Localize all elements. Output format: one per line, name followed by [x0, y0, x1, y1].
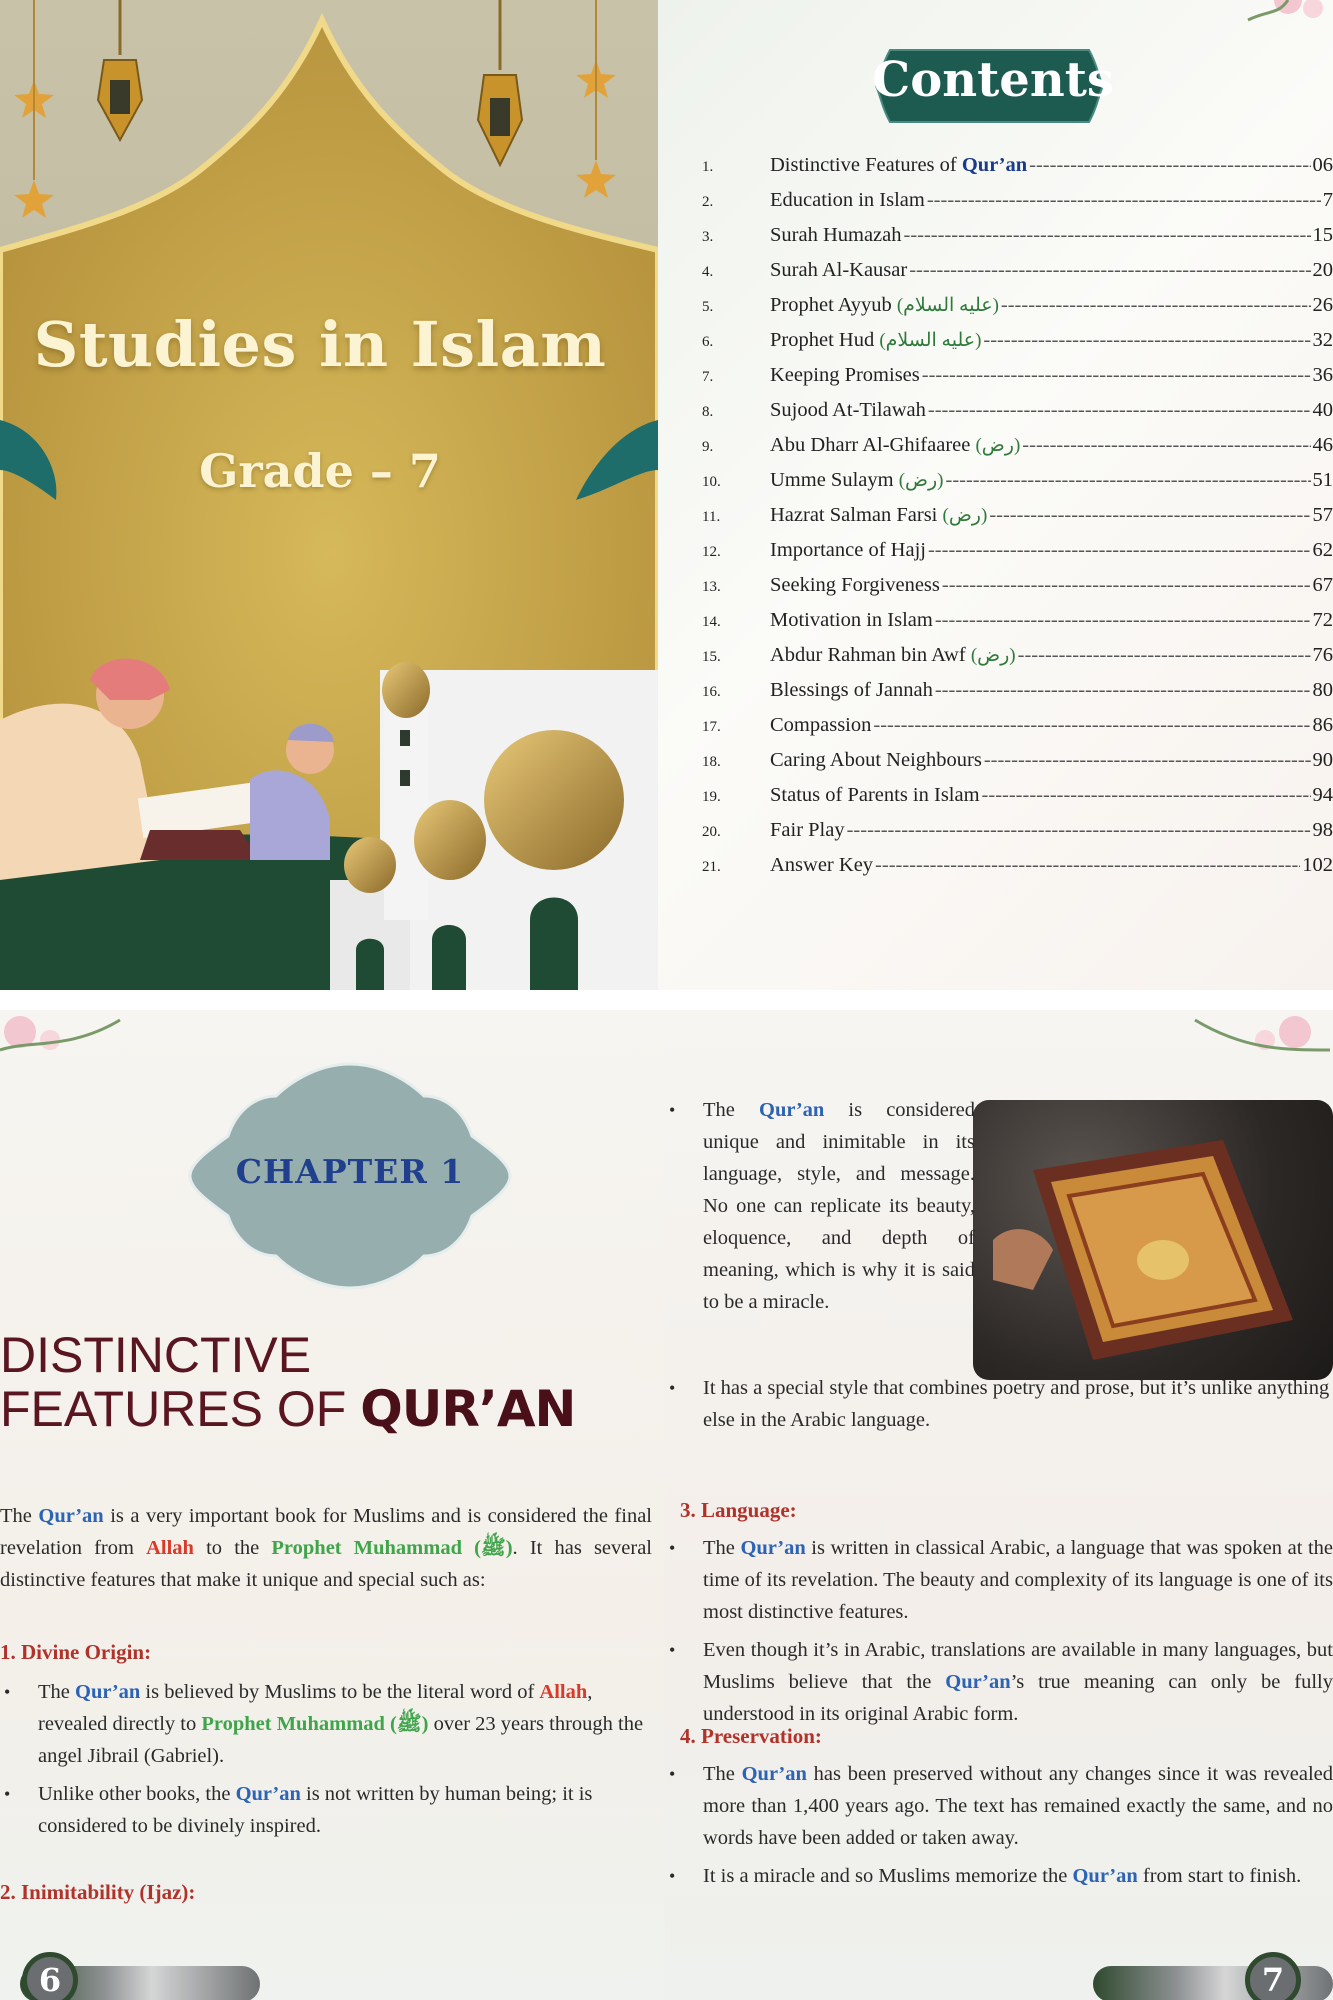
toc-page: 15: [1312, 224, 1333, 246]
toc-title: Status of Parents in Islam: [770, 784, 980, 806]
toc-entry[interactable]: [702, 784, 1333, 819]
toc-entry[interactable]: [702, 539, 1333, 574]
toc-entry[interactable]: [702, 819, 1333, 854]
toc-number: 10.: [702, 474, 721, 490]
toc-page: 80: [1312, 679, 1333, 701]
chapter-heading: [0, 1328, 575, 1436]
toc-number: 16.: [702, 684, 721, 700]
toc-title: Keeping Promises: [770, 364, 920, 386]
list-item: • The Qur’an is written in classical Arabic, a language that was spoken at the time of its revelation. The beauty and complexity of its language is one of its most distinctive features.: [665, 1532, 1333, 1628]
toc-entry[interactable]: [702, 504, 1333, 539]
toc-number: 5.: [702, 299, 714, 315]
list-item: • The Qur’an has been preserved without any changes since it was revealed more than 1,400 years ago. The text has remained exactly the same, and no words have been added or taken away.: [665, 1758, 1333, 1854]
toc-leader: [1022, 434, 1310, 457]
toc-title: Prophet Hud (عليه السلام): [770, 329, 982, 351]
list-item: • Even though it’s in Arabic, translations are available in many languages, but Muslims believe that the Qur’an’s true meaning can only be fully understood in its original Arabic form.: [665, 1634, 1333, 1730]
section-1-list: [0, 1676, 652, 1848]
toc-number: 1.: [702, 159, 714, 175]
toc-number: 6.: [702, 334, 714, 350]
toc-title: Fair Play: [770, 819, 845, 841]
heading-quran: QUR’AN: [360, 1380, 576, 1438]
toc-entry[interactable]: [702, 679, 1333, 714]
section-2-list-b: [665, 1372, 1333, 1442]
toc-number: 8.: [702, 404, 714, 420]
section-2-list-a: [665, 1094, 975, 1324]
toc-title: Education in Islam: [770, 189, 925, 211]
toc-title: Distinctive Features of Qur’an: [770, 154, 1028, 176]
flower-decoration-icon: [1185, 1010, 1333, 1070]
toc-title: Seeking Forgiveness: [770, 574, 940, 596]
toc-leader: [922, 364, 1311, 387]
toc-entry[interactable]: [702, 574, 1333, 609]
toc-page: 67: [1312, 574, 1333, 596]
toc-title: Motivation in Islam: [770, 609, 933, 631]
toc-leader: [927, 189, 1321, 212]
toc-page: 98: [1312, 819, 1333, 841]
toc-page: 32: [1312, 329, 1333, 351]
toc-page: 26: [1312, 294, 1333, 316]
toc-leader: [935, 679, 1311, 702]
toc-title: Umme Sulaym (رض): [770, 469, 944, 491]
toc-number: 15.: [702, 649, 721, 665]
toc-leader: [928, 399, 1311, 422]
chapter-page: [0, 1010, 665, 2000]
toc-leader: [982, 784, 1311, 807]
toc-title: Abdur Rahman bin Awf (رض): [770, 644, 1016, 666]
toc-entry[interactable]: [702, 434, 1333, 469]
toc-number: 12.: [702, 544, 721, 560]
contents-title: Contents: [872, 52, 1114, 108]
toc-page: 94: [1312, 784, 1333, 806]
contents-page: [658, 0, 1333, 990]
toc-entry[interactable]: [702, 224, 1333, 259]
toc-number: 19.: [702, 789, 721, 805]
toc-entry[interactable]: [702, 259, 1333, 294]
section-4-heading: 4. Preservation:: [680, 1724, 822, 1748]
heading-line-2: FEATURES OF: [0, 1381, 347, 1437]
toc-title: Abu Dharr Al-Ghifaaree (رض): [770, 434, 1021, 456]
toc-number: 7.: [702, 369, 714, 385]
flower-decoration-icon: [1228, 0, 1333, 40]
list-item: • The Qur’an is considered unique and inimitable in its language, style, and message. No one can replicate its beauty, eloquence, and depth of meaning, which is why it is said to be a miracle.: [665, 1094, 975, 1318]
page-number: 7: [1245, 1952, 1301, 2000]
list-item: • It is a miracle and so Muslims memorize the Qur’an from start to finish.: [665, 1860, 1333, 1892]
section-3-list: [665, 1532, 1333, 1736]
table-of-contents: [702, 154, 1333, 889]
cover-grade: Grade – 7: [199, 444, 441, 498]
text-page: [665, 1010, 1333, 2000]
toc-entry[interactable]: [702, 189, 1333, 224]
lantern-right-icon: [478, 0, 522, 165]
section-2-heading: 2. Inimitability (Ijaz):: [0, 1880, 196, 1904]
toc-number: 2.: [702, 194, 714, 210]
toc-title: Compassion: [770, 714, 872, 736]
toc-title: Prophet Ayyub (عليه السلام): [770, 294, 999, 316]
book-cover: [0, 0, 658, 990]
toc-title: Surah Humazah: [770, 224, 902, 246]
toc-entry[interactable]: [702, 469, 1333, 504]
toc-entry[interactable]: [702, 399, 1333, 434]
toc-entry[interactable]: [702, 294, 1333, 329]
toc-page: 86: [1312, 714, 1333, 736]
quran-photo: [973, 1100, 1333, 1380]
toc-page: 7: [1322, 189, 1333, 211]
lantern-left-icon: [98, 0, 142, 140]
toc-page: 46: [1312, 434, 1333, 456]
toc-number: 20.: [702, 824, 721, 840]
toc-title: Blessings of Jannah: [770, 679, 933, 701]
toc-number: 17.: [702, 719, 721, 735]
toc-entry[interactable]: [702, 714, 1333, 749]
list-item: • The Qur’an is believed by Muslims to be the literal word of Allah, revealed directly to Prophet Muhammad (ﷺ) over 23 years through the angel Jibrail (Gabriel).: [0, 1676, 652, 1772]
toc-leader: [928, 539, 1311, 562]
toc-leader: [904, 224, 1311, 247]
toc-number: 3.: [702, 229, 714, 245]
toc-title: Hazrat Salman Farsi (رض): [770, 504, 988, 526]
toc-leader: [1029, 154, 1310, 177]
toc-entry[interactable]: [702, 329, 1333, 364]
toc-leader: [909, 259, 1310, 282]
toc-leader: [984, 749, 1311, 772]
toc-page: 51: [1312, 469, 1333, 491]
toc-number: 18.: [702, 754, 721, 770]
toc-leader: [942, 574, 1311, 597]
toc-entry[interactable]: [702, 749, 1333, 784]
toc-title: Sujood At-Tilawah: [770, 399, 926, 421]
intro-paragraph: The Qur’an is a very important book for Muslims and is considered the final revelation from Allah to the Prophet Muhammad (ﷺ). It has several distinctive features that make it unique and special such as:: [0, 1505, 653, 1591]
toc-title: Caring About Neighbours: [770, 749, 982, 771]
toc-leader: [983, 329, 1310, 352]
toc-title: Importance of Hajj: [770, 539, 926, 561]
toc-title: Answer Key: [770, 854, 874, 876]
toc-entry[interactable]: [702, 644, 1333, 679]
toc-title: Surah Al-Kausar: [770, 259, 908, 281]
toc-page: 62: [1312, 539, 1333, 561]
page-number: 6: [22, 1952, 78, 2000]
toc-page: 06: [1312, 154, 1333, 176]
toc-page: 90: [1312, 749, 1333, 771]
toc-page: 36: [1312, 364, 1333, 386]
toc-leader: [1018, 644, 1311, 667]
toc-leader: [873, 714, 1310, 737]
toc-leader: [1001, 294, 1311, 317]
toc-entry[interactable]: [702, 854, 1333, 889]
toc-number: 21.: [702, 859, 721, 875]
toc-page: 20: [1312, 259, 1333, 281]
toc-number: 9.: [702, 439, 714, 455]
list-item: • Unlike other books, the Qur’an is not written by human being; it is considered to be divinely inspired.: [0, 1778, 652, 1842]
section-3-heading: 3. Language:: [680, 1498, 797, 1522]
toc-number: 11.: [702, 509, 721, 525]
quran-book-image: [973, 1100, 1333, 1380]
cover-title: Studies in Islam: [33, 308, 607, 381]
toc-leader: [989, 504, 1310, 527]
list-item: • It has a special style that combines poetry and prose, but it’s unlike anything else in the Arabic language.: [665, 1372, 1333, 1436]
toc-leader: [847, 819, 1311, 842]
toc-leader: [875, 854, 1300, 877]
toc-page: 102: [1302, 854, 1333, 876]
section-4-list: [665, 1758, 1333, 1898]
toc-page: 76: [1312, 644, 1333, 666]
toc-page: 40: [1312, 399, 1333, 421]
toc-entry[interactable]: [702, 364, 1333, 399]
toc-entry[interactable]: [702, 609, 1333, 644]
chapter-label: CHAPTER 1: [235, 1152, 465, 1191]
flower-decoration-icon: [0, 1010, 130, 1070]
toc-page: 72: [1312, 609, 1333, 631]
toc-page: 57: [1312, 504, 1333, 526]
heading-line-1: DISTINCTIVE: [0, 1327, 312, 1383]
toc-number: 4.: [702, 264, 714, 280]
toc-number: 13.: [702, 579, 721, 595]
toc-number: 14.: [702, 614, 721, 630]
toc-entry[interactable]: [702, 154, 1333, 189]
section-1-heading: 1. Divine Origin:: [0, 1640, 152, 1664]
toc-leader: [935, 609, 1311, 632]
toc-leader: [946, 469, 1311, 492]
